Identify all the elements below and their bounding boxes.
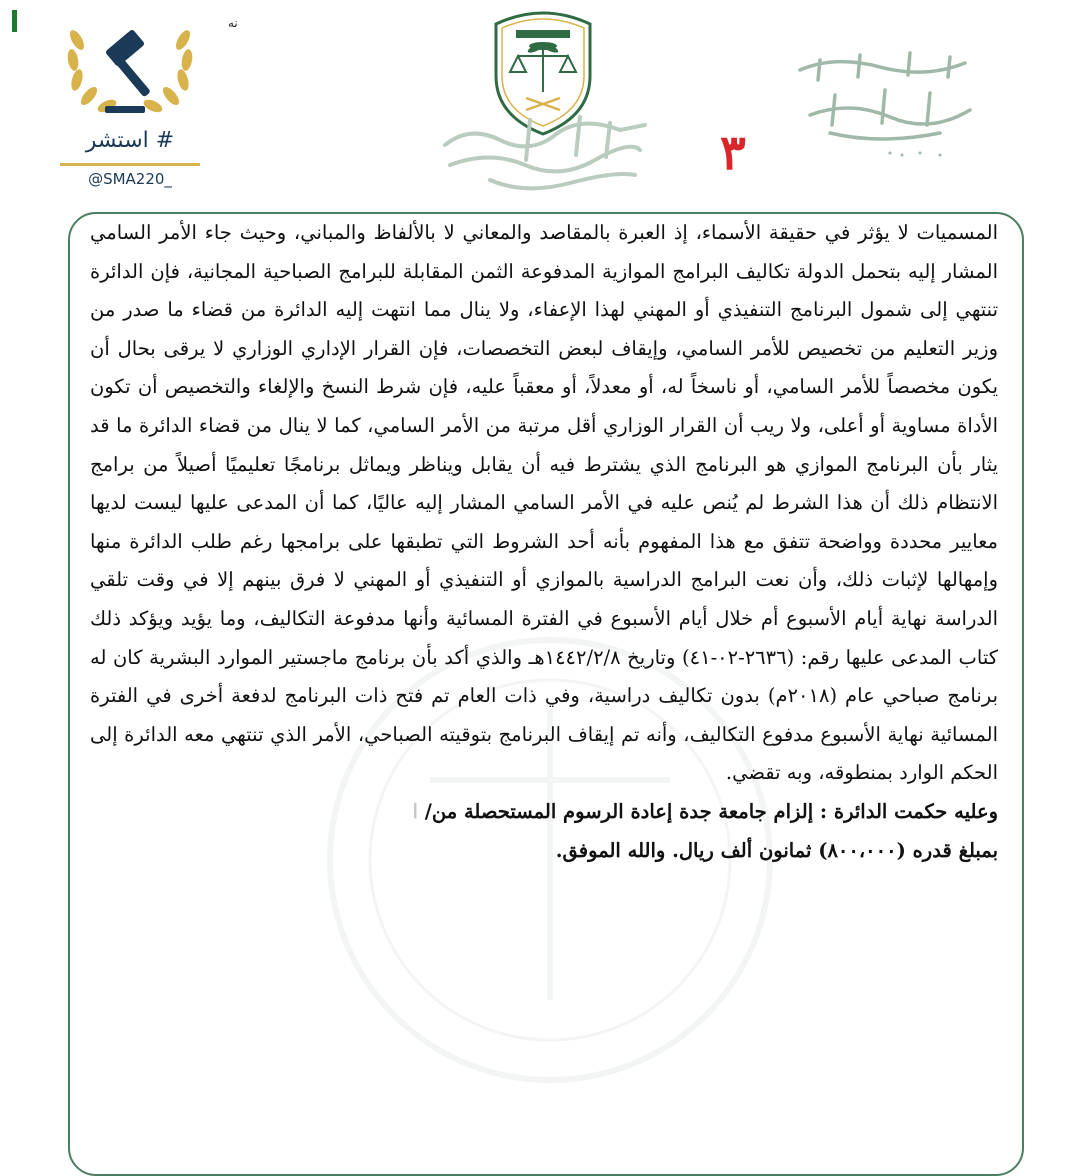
verdict-tail: ا: [412, 799, 418, 823]
judgment-text: [90, 214, 998, 870]
badge-handle: @SMA220_: [88, 170, 172, 188]
consult-badge: [55, 10, 205, 190]
gavel-badge-icon: [55, 10, 205, 125]
calligraphy-title-icon: [430, 105, 660, 200]
page-number: ٣: [720, 125, 746, 181]
verdict-text-1: وعليه حكمت الدائرة : إلزام جامعة جدة إعادة الرسوم المستحصلة من/: [424, 799, 998, 823]
top-fragment: نه: [228, 16, 238, 30]
verdict-line-1: [90, 793, 998, 832]
badge-hashtag: # استشر: [85, 128, 175, 153]
reasoning-paragraph: المسميات لا يؤثر في حقيقة الأسماء، إذ العبرة بالمقاصد والمعاني لا بالألفاظ والمباني، وحيث جاء الأمر السامي المشار إليه بتحمل الدولة تكاليف البرامج الموازية المدفوعة الثمن المقابلة للبرامج الصباحية المجانية، فإن الدائرة تنتهي إلى شمول البرنامج التنفيذي أو المهني لهذا الإعفاء، ولا ينال مما انتهت إليه الدائرة من قضاء ما صدر من وزير التعليم من تخصيص للأمر السامي، وإيقاف لبعض التخصصات، فإن القرار الإداري الوزاري لا يرقى بحال أن يكون مخصصاً للأمر السامي، أو ناسخاً له، أو معدلاً، أو معقباً عليه، فإن شرط النسخ والإلغاء والتخصيص أن تكون الأداة مساوية أو أعلى، ولا ريب أن القرار الوزاري أقل مرتبة من الأمر السامي، كما لا ينال من قضاء الدائرة ما قد يثار بأن البرنامج الموازي هو البرنامج الذي يشترط فيه أن يقابل ويناظر ويماثل برنامجًا تعليميًا أصيلاً من برامج الانتظام ذلك أن هذا الشرط لم يُنص عليه في الأمر السامي المشار إليه عاليًا، كما أن المدعى عليها ليست لديها معايير محددة وواضحة تتفق مع هذا المفهوم بأنه أحد الشروط التي تطبقها على برامجها رغم طلب الدائرة منها وإمهالها لإثبات ذلك، وأن نعت البرامج الدراسية بالموازي أو التنفيذي أو المهني لا فرق بينهم إلا في وقت تلقي الدراسة نهاية أيام الأسبوع أم خلال أيام الأسبوع في الفترة المسائية وأنها مدفوعة التكاليف، وما يؤيد ويؤكد ذلك كتاب المدعى عليها رقم: (٢٦٣٦-٠٢-٤١) وتاريخ ١٤٤٢/٢/٨هـ والذي أكد بأن برنامج ماجستير الموارد البشرية كان له برنامج صباحي عام (٢٠١٨م) بدون تكاليف دراسية، وفي ذات العام تم فتح ذات البرنامج لدفعة أخرى في الفترة المسائية نهاية الأسبوع مدفوع التكاليف، وأنه تم إيقاف البرنامج بتوقيته الصباحي، الأمر الذي تنتهي معه الدائرة إلى الحكم الوارد بمنطوقه، وبه تقضي.: [90, 221, 998, 785]
corner-mark: [12, 10, 17, 32]
ministry-calligraphy-icon: [790, 45, 975, 165]
badge-divider: [60, 163, 200, 166]
verdict-line-2: بمبلغ قدره (٨٠٠،٠٠٠) ثمانون ألف ريال. والله الموفق.: [555, 838, 998, 862]
